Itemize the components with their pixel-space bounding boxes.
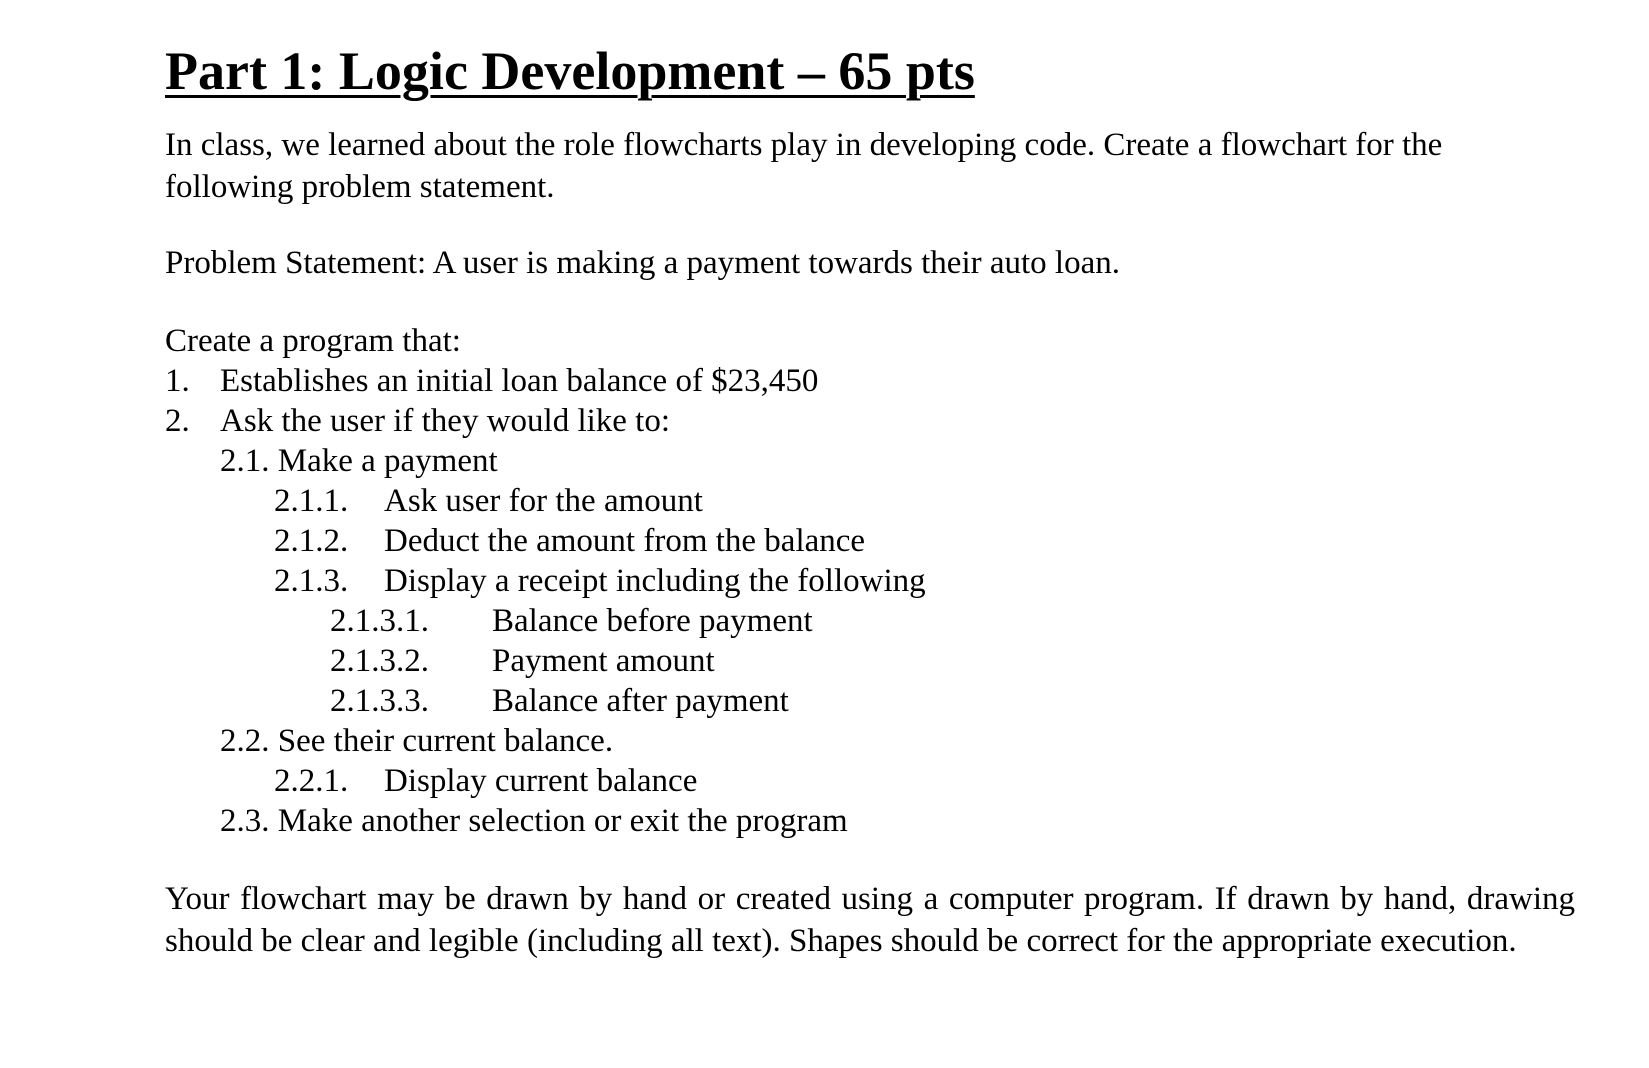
list-number: 2.1.1. — [274, 483, 349, 519]
list-number: 1. — [165, 363, 190, 399]
problem-statement: Problem Statement: A user is making a payment towards their auto loan. — [165, 245, 1120, 281]
list-text: Display a receipt including the following — [384, 563, 926, 599]
list-number: 2.1.3.3. — [330, 683, 429, 719]
list-number: 2.1.3.2. — [330, 643, 429, 679]
list-number: 2.1.2. — [274, 523, 349, 559]
list-text: Payment amount — [492, 643, 715, 679]
list-text: Deduct the amount from the balance — [384, 523, 866, 559]
list-number: 2.2.1. — [274, 763, 349, 799]
list-text: Ask the user if they would like to: — [220, 403, 671, 439]
closing-paragraph: Your flowchart may be drawn by hand or created using a computer program. If drawn by hand, drawing should be clear and legible (including all text). Shapes should be correct for the appropriate execution. — [165, 881, 1575, 959]
page-title: Part 1: Logic Development – 65 pts — [165, 41, 975, 101]
list-number: 2. — [165, 403, 190, 439]
list-text: 2.2. See their current balance. — [220, 723, 614, 759]
list-text: Ask user for the amount — [384, 483, 703, 519]
list-text: Balance before payment — [492, 603, 813, 639]
list-text: Establishes an initial loan balance of $23,450 — [220, 363, 819, 399]
create-heading: Create a program that: — [165, 323, 461, 359]
list-text: 2.1. Make a payment — [220, 443, 498, 479]
list-text: Balance after payment — [492, 683, 789, 719]
intro-paragraph: In class, we learned about the role flowcharts play in developing code. Create a flowchart for the following problem statement. — [165, 127, 1443, 205]
list-number: 2.1.3.1. — [330, 603, 429, 639]
list-number: 2.1.3. — [274, 563, 349, 599]
list-text: Display current balance — [384, 763, 698, 799]
list-text: 2.3. Make another selection or exit the program — [220, 803, 848, 839]
